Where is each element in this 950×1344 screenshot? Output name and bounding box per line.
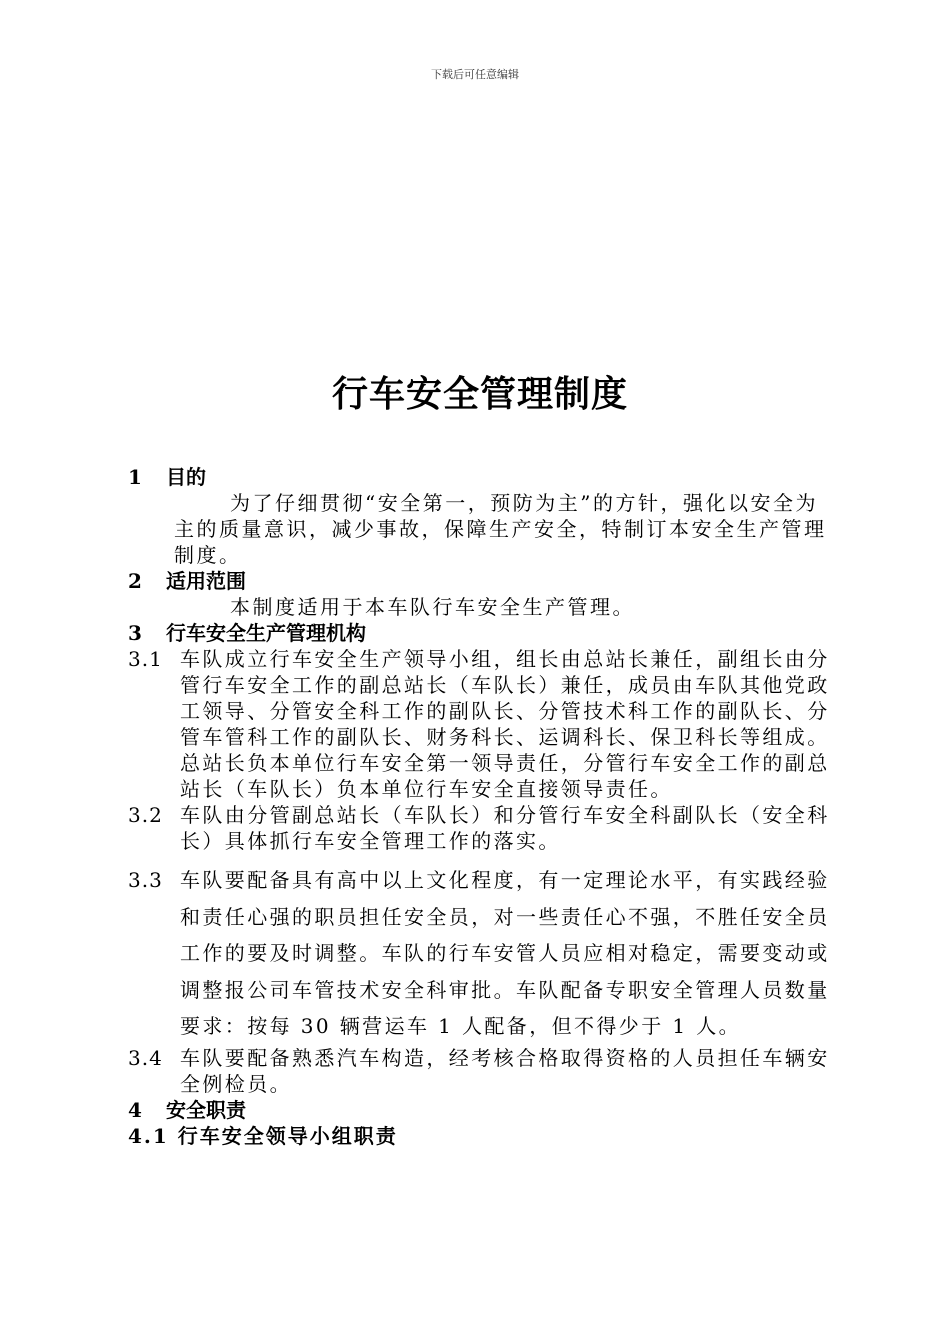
section-number: 2 (128, 569, 142, 593)
section-number: 3 (128, 621, 142, 645)
list-item (128, 646, 838, 802)
section-heading-purpose (128, 464, 838, 490)
section-title: 安全职责 (166, 1097, 246, 1122)
section-heading-scope (128, 568, 838, 594)
section-heading-organization (128, 620, 838, 646)
section-title: 适用范围 (166, 569, 246, 593)
item-number: 3.2 (128, 803, 163, 827)
subsection-heading (128, 1123, 838, 1149)
subsection-number: 4.1 (128, 1123, 169, 1148)
list-item (128, 1045, 838, 1097)
document-body (128, 464, 838, 1149)
item-text: 车队要配备熟悉汽车构造，经考核合格取得资格的人员担任车辆安全例检员。 (180, 1045, 830, 1096)
list-item (128, 802, 838, 854)
item-number: 3.4 (128, 1045, 163, 1070)
item-number: 3.1 (128, 647, 163, 671)
header-note: 下载后可任意编辑 (431, 68, 519, 81)
subsection-title: 行车安全领导小组职责 (177, 1123, 398, 1148)
item-number: 3.3 (128, 868, 163, 892)
section-title: 目的 (166, 465, 206, 489)
section-heading-responsibilities (128, 1097, 838, 1123)
section-title: 行车安全生产管理机构 (166, 621, 366, 645)
document-title: 行车安全管理制度 (331, 374, 628, 415)
list-item (128, 862, 838, 1045)
item-text: 车队成立行车安全生产领导小组，组长由总站长兼任，副组长由分管行车安全工作的副总站长（车队长）兼任，成员由车队其他党政工领导、分管安全科工作的副队长、分管技术科工作的副队长、分管车管科工作的副队长、财务科长、运调科长、保卫科长等组成。总站长负本单位行车安全第一领导责任，分管行车安全工作的副总站长（车队长）负本单位行车安全直接领导责任。 (180, 647, 830, 801)
scope-paragraph: 本制度适用于本车队行车安全生产管理。 (230, 595, 635, 619)
purpose-paragraph: 为了仔细贯彻“安全第一，预防为主”的方针，强化以安全为主的质量意识，减少事故，保障生产安全，特制订本安全生产管理制度。 (174, 491, 827, 567)
section-number: 1 (128, 465, 142, 489)
item-text: 车队由分管副总站长（车队长）和分管行车安全科副队长（安全科长）具体抓行车安全管理工作的落实。 (180, 803, 830, 853)
section-number: 4 (128, 1097, 142, 1122)
item-text: 车队要配备具有高中以上文化程度，有一定理论水平，有实践经验和责任心强的职员担任安全员，对一些责任心不强，不胜任安全员工作的要及时调整。车队的行车安管人员应相对稳定，需要变动或调整报公司车管技术安全科审批。车队配备专职安全管理人员数量要求：按每 30 辆营运车 1 人配备，但不得少于 1 人。 (180, 868, 830, 1038)
